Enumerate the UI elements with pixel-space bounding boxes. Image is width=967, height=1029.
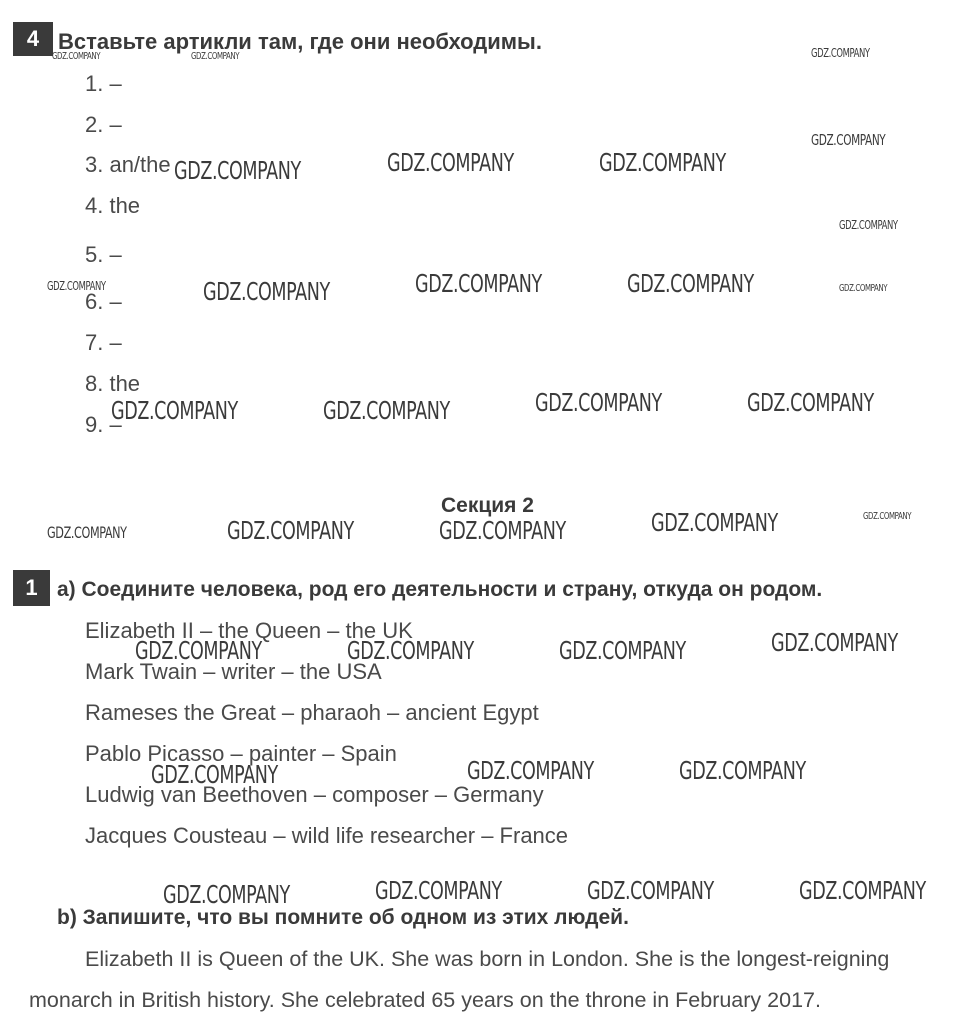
watermark: GDZ.COMPANY (439, 516, 566, 545)
watermark: GDZ.COMPANY (151, 760, 278, 789)
watermark: GDZ.COMPANY (771, 628, 898, 657)
watermark: GDZ.COMPANY (135, 636, 262, 665)
watermark: GDZ.COMPANY (174, 156, 301, 185)
watermark: GDZ.COMPANY (863, 511, 912, 522)
paragraph-line: Elizabeth II is Queen of the UK. She was born in London. She is the longest-reigning (85, 947, 890, 971)
watermark: GDZ.COMPANY (599, 148, 726, 177)
watermark: GDZ.COMPANY (387, 148, 514, 177)
watermark: GDZ.COMPANY (111, 396, 238, 425)
exercise-1a-heading: a) Соедините человека, род его деятельности и страну, откуда он родом. (57, 578, 823, 601)
watermark: GDZ.COMPANY (467, 756, 594, 785)
answer-item: 9. – (85, 412, 122, 437)
match-item: Jacques Cousteau – wild life researcher – France (85, 823, 569, 848)
watermark: GDZ.COMPANY (811, 131, 886, 149)
answer-item: 1. – (85, 71, 122, 96)
watermark: GDZ.COMPANY (839, 283, 888, 294)
watermark: GDZ.COMPANY (839, 218, 898, 232)
answer-item: 8. the (85, 371, 141, 396)
watermark: GDZ.COMPANY (323, 396, 450, 425)
answer-item: 2. – (85, 112, 122, 137)
watermark: GDZ.COMPANY (415, 269, 542, 298)
watermark: GDZ.COMPANY (747, 388, 874, 417)
watermark: GDZ.COMPANY (163, 880, 290, 909)
exercise-number-badge: 1 (13, 570, 50, 606)
match-item: Pablo Picasso – painter – Spain (85, 741, 397, 766)
watermark: GDZ.COMPANY (227, 516, 354, 545)
watermark: GDZ.COMPANY (587, 876, 714, 905)
exercise-number-badge: 4 (13, 22, 53, 56)
watermark: GDZ.COMPANY (799, 876, 926, 905)
watermark: GDZ.COMPANY (191, 51, 240, 62)
watermark: GDZ.COMPANY (347, 636, 474, 665)
answer-item: 7. – (85, 330, 122, 355)
watermark: GDZ.COMPANY (47, 279, 106, 293)
watermark: GDZ.COMPANY (679, 756, 806, 785)
watermark: GDZ.COMPANY (627, 269, 754, 298)
section-title: Секция 2 (441, 494, 534, 517)
answer-item: 6. – (85, 289, 122, 314)
watermark: GDZ.COMPANY (651, 508, 778, 537)
watermark: GDZ.COMPANY (535, 388, 662, 417)
match-item: Elizabeth II – the Queen – the UK (85, 618, 413, 643)
watermark: GDZ.COMPANY (47, 523, 127, 542)
watermark: GDZ.COMPANY (811, 46, 870, 60)
match-item: Ludwig van Beethoven – composer – Germany (85, 782, 544, 807)
answer-item: 3. an/the (85, 152, 171, 177)
watermark: GDZ.COMPANY (559, 636, 686, 665)
match-item: Mark Twain – writer – the USA (85, 659, 382, 684)
watermark: GDZ.COMPANY (52, 51, 101, 62)
answer-item: 4. the (85, 193, 141, 218)
match-item: Rameses the Great – pharaoh – ancient Egypt (85, 700, 539, 725)
exercise-4-heading: Вставьте артикли там, где они необходимы. (58, 29, 542, 54)
watermark: GDZ.COMPANY (203, 277, 330, 306)
watermark: GDZ.COMPANY (375, 876, 502, 905)
answer-item: 5. – (85, 242, 122, 267)
exercise-1b-heading: b) Запишите, что вы помните об одном из этих людей. (57, 906, 629, 929)
paragraph-line: monarch in British history. She celebrated 65 years on the throne in February 2017. (29, 988, 821, 1012)
